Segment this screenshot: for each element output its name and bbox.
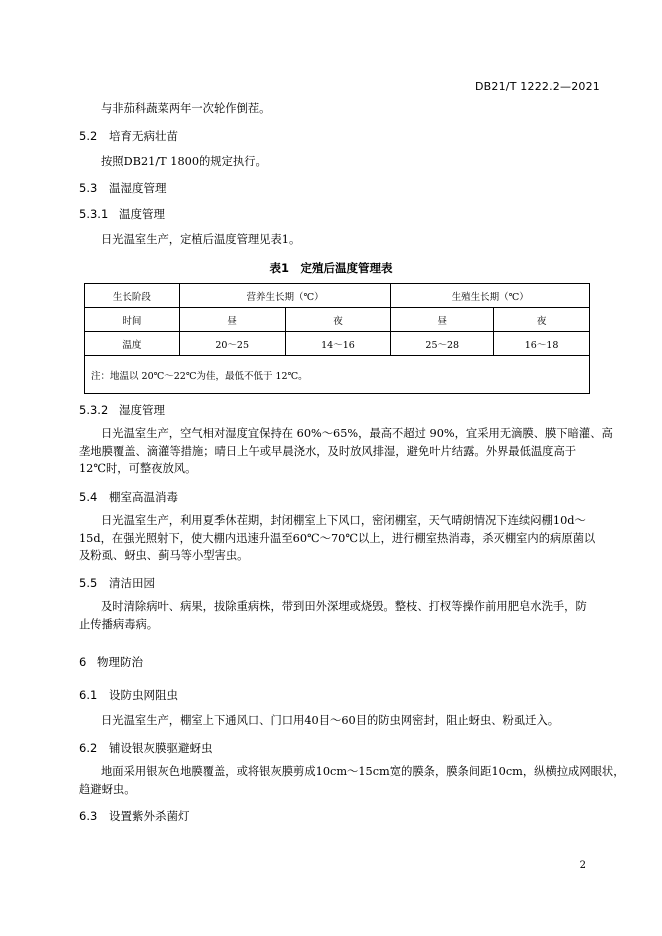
heading-6-3 <box>79 808 190 824</box>
paragraph-line: 止传播病毒病。 <box>79 617 159 631</box>
table-cell-rep-night: 夜 <box>494 308 590 332</box>
temperature-table <box>84 283 590 394</box>
heading-6 <box>79 654 143 670</box>
heading-title: 湿度管理 <box>119 403 165 417</box>
paragraph-line: 地面采用银灰色地膜覆盖，或将银灰膜剪成10cm～15cm宽的膜条，膜条间距10cm，纵横拉成网眼状， <box>101 765 625 778</box>
paragraph-line: 15d，在强光照射下，使大棚内迅速升温至60℃～70℃以上，进行棚室热消毒，杀灭棚室内的病原菌以 <box>79 531 596 545</box>
heading-title: 设防虫网阻虫 <box>109 688 178 702</box>
paragraph-line: 日光温室生产，利用夏季休茬期，封闭棚室上下风口，密闭棚室，天气晴朗情况下连续闷棚10d～ <box>101 514 586 527</box>
heading-title: 棚室高温消毒 <box>109 490 178 504</box>
paragraph-5-2: 按照DB21/T 1800的规定执行。 <box>101 155 267 168</box>
heading-number: 6.1 <box>79 688 98 702</box>
heading-number: 5.3 <box>79 181 98 195</box>
heading-5-3 <box>79 180 167 196</box>
table-row <box>85 284 590 308</box>
table-cell-temp-label: 温度 <box>85 332 180 356</box>
document-code: DB21/T 1222.2—2021 <box>474 80 600 93</box>
paragraph-5-5 <box>79 598 600 633</box>
heading-title: 设置紫外杀菌灯 <box>109 809 190 823</box>
paragraph-line: 及粉虱、蚜虫、蓟马等小型害虫。 <box>79 549 249 562</box>
table-header-stage: 生长阶段 <box>85 284 180 308</box>
heading-5-4 <box>79 489 178 505</box>
heading-5-3-2 <box>79 402 165 418</box>
paragraph-line: 垄地膜覆盖、滴灌等措施；晴日上午或早晨浇水，及时放风排湿，避免叶片结露。外界最低温度高于 <box>79 444 577 458</box>
paragraph-line: 12℃时，可整夜放风。 <box>79 462 197 475</box>
paragraph-line: 日光温室生产，空气相对湿度宜保持在 60%～65%，最高不超过 90%，宜采用无滴膜、膜下暗灌、高 <box>101 427 613 440</box>
heading-number: 6 <box>79 655 87 669</box>
continuation-text: 与非茄科蔬菜两年一次轮作倒茬。 <box>101 102 271 115</box>
heading-title: 培育无病壮苗 <box>109 129 178 143</box>
table-row <box>85 308 590 332</box>
heading-6-1 <box>79 687 178 703</box>
paragraph-5-3-2 <box>79 425 613 478</box>
table-cell-rep-day-value: 25～28 <box>391 332 494 356</box>
heading-number: 5.4 <box>79 490 98 504</box>
heading-title: 物理防治 <box>97 655 143 669</box>
heading-title: 清洁田园 <box>109 576 155 590</box>
heading-number: 5.3.2 <box>79 403 109 417</box>
heading-number: 5.5 <box>79 576 98 590</box>
table-cell-rep-day: 昼 <box>391 308 494 332</box>
table-cell-veg-night: 夜 <box>285 308 391 332</box>
table-caption: 表1 定殖后温度管理表 <box>269 261 393 275</box>
table-header-reproductive: 生殖生长期（℃） <box>391 284 590 308</box>
paragraph-5-3-1: 日光温室生产，定植后温度管理见表1。 <box>101 233 301 246</box>
table-note: 注：地温以 20℃～22℃为佳，最低不低于 12℃。 <box>85 356 590 394</box>
heading-number: 6.2 <box>79 741 98 755</box>
heading-5-3-1 <box>79 206 165 222</box>
paragraph-5-4 <box>79 512 600 565</box>
table-cell-rep-night-value: 16～18 <box>494 332 590 356</box>
heading-number: 5.2 <box>79 129 98 143</box>
heading-5-5 <box>79 575 155 591</box>
heading-5-2 <box>79 128 178 144</box>
table-header-vegetative: 营养生长期（℃） <box>179 284 391 308</box>
heading-title: 温湿度管理 <box>109 181 167 195</box>
table-cell-veg-night-value: 14～16 <box>285 332 391 356</box>
heading-title: 铺设银灰膜驱避蚜虫 <box>109 741 213 755</box>
heading-title: 温度管理 <box>119 207 165 221</box>
heading-number: 5.3.1 <box>79 207 109 221</box>
table-row <box>85 356 590 394</box>
table-cell-veg-day-value: 20～25 <box>179 332 285 356</box>
table-cell-veg-day: 昼 <box>179 308 285 332</box>
heading-number: 6.3 <box>79 809 98 823</box>
paragraph-6-2 <box>79 763 625 798</box>
page-number: 2 <box>579 860 586 871</box>
heading-6-2 <box>79 740 213 756</box>
table-cell-time-label: 时间 <box>85 308 180 332</box>
paragraph-line: 趋避蚜虫。 <box>79 782 136 796</box>
table-row <box>85 332 590 356</box>
paragraph-line: 及时清除病叶、病果，拔除重病株，带到田外深埋或烧毁。整枝、打杈等操作前用肥皂水洗手，防 <box>101 600 587 613</box>
paragraph-6-1: 日光温室生产，棚室上下通风口、门口用40目～60目的防虫网密封，阻止蚜虫、粉虱迁入。 <box>101 714 560 727</box>
